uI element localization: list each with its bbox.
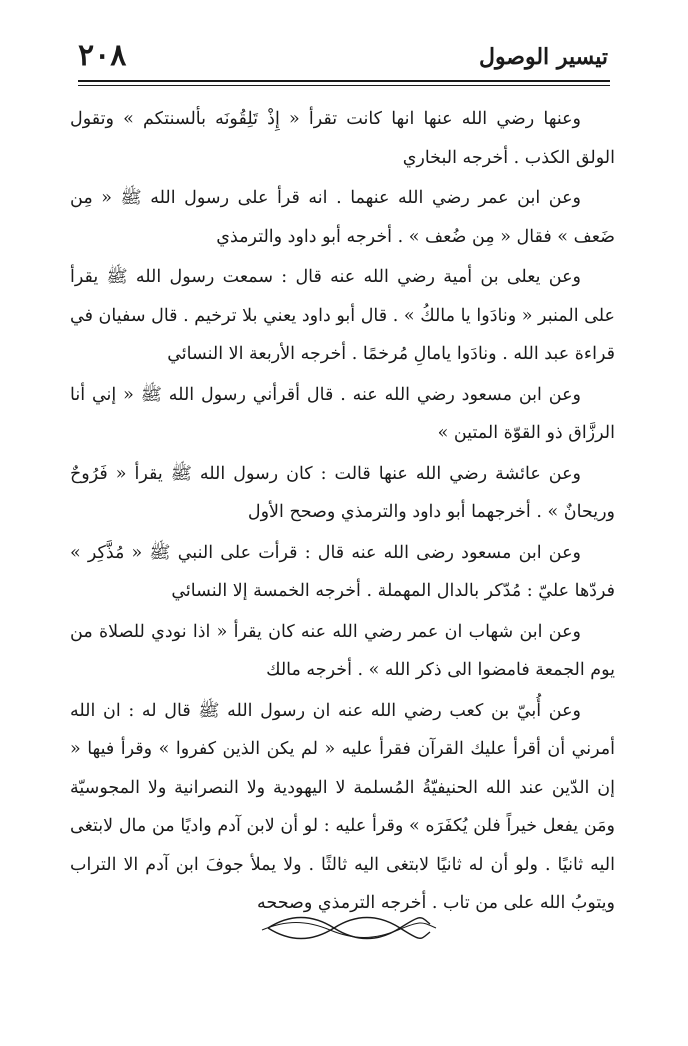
paragraph-3: وعن يعلى بن أمية رضي الله عنه قال : سمعت رسول الله ﷺ يقرأ على المنبر « ونادَوا يا مالكُ » . قال أبو داود يعني بلا ترخيم . قال سفيان في قراءة عبد الله . ونادَوا يامالِ مُرخمًا . أخرجه الأربعة الا النسائي (70, 267, 615, 364)
page-body (70, 100, 615, 923)
paragraph-2: وعن ابن عمر رضي الله عنهما . انه قرأ على رسول الله ﷺ « مِن ضَعف » فقال « مِن ضُعف » . أخرجه أبو داود والترمذي (70, 188, 615, 247)
page-number: ٢٠٨ (78, 38, 127, 73)
paragraph-1: وعنها رضي الله عنها انها كانت تقرأ « إِذْ تَلِقُونَه بألسنتكم » وتقول الولق الكذب . أخرجه البخاري (70, 109, 615, 168)
paragraph-5: وعن عائشة رضي الله عنها قالت : كان رسول الله ﷺ يقرأ « فَرُوحٌ وريحانٌ » . أخرجهما أبو داود والترمذي وصحح الأول (70, 463, 615, 522)
page-header (78, 38, 608, 76)
paragraph-4: وعن ابن مسعود رضي الله عنه . قال أقرأني رسول الله ﷺ « إني أنا الرزَّاق ذو القوّة المتين » (70, 384, 615, 443)
header-rule-thin (78, 85, 610, 86)
running-title: تيسير الوصول (478, 44, 608, 70)
paragraph-6: وعن ابن مسعود رضى الله عنه قال : قرأت على النبي ﷺ « مُذَّكِر » فردّها عليّ : مُدّكر بالدال المهملة . أخرجه الخمسة إلا النسائي (70, 542, 615, 601)
paragraph-8: وعن أُبيّ بن كعب رضي الله عنه ان رسول الله ﷺ قال له : ان الله أمرني أن أقرأ عليك القرآن فقرأ عليه « لم يكن الذين كفروا » وقرأ فيها « إن الدّين عند الله الحنيفيّةُ المُسلمة لا اليهودية ولا النصرانية ولا المجوسيّة ومَن يفعل خيراً فلن يُكفَرَه » وقرأ عليه : لو أن لابن آدم واديًا من مال لابتغى اليه ثانيًا . ولو أن له ثانيًا لابتغى اليه ثالثًا . ولا يملأ جوفَ ابن آدم الا التراب ويتوبُ الله على من تاب . أخرجه الترمذي وصححه (70, 700, 615, 913)
paragraph-7: وعن ابن شهاب ان عمر رضي الله عنه كان يقرأ « اذا نودي للصلاة من يوم الجمعة فامضوا الى ذكر الله » . أخرجه مالك (70, 621, 615, 680)
wavy-divider-ornament (0, 908, 688, 948)
header-rule-thick (78, 80, 610, 82)
